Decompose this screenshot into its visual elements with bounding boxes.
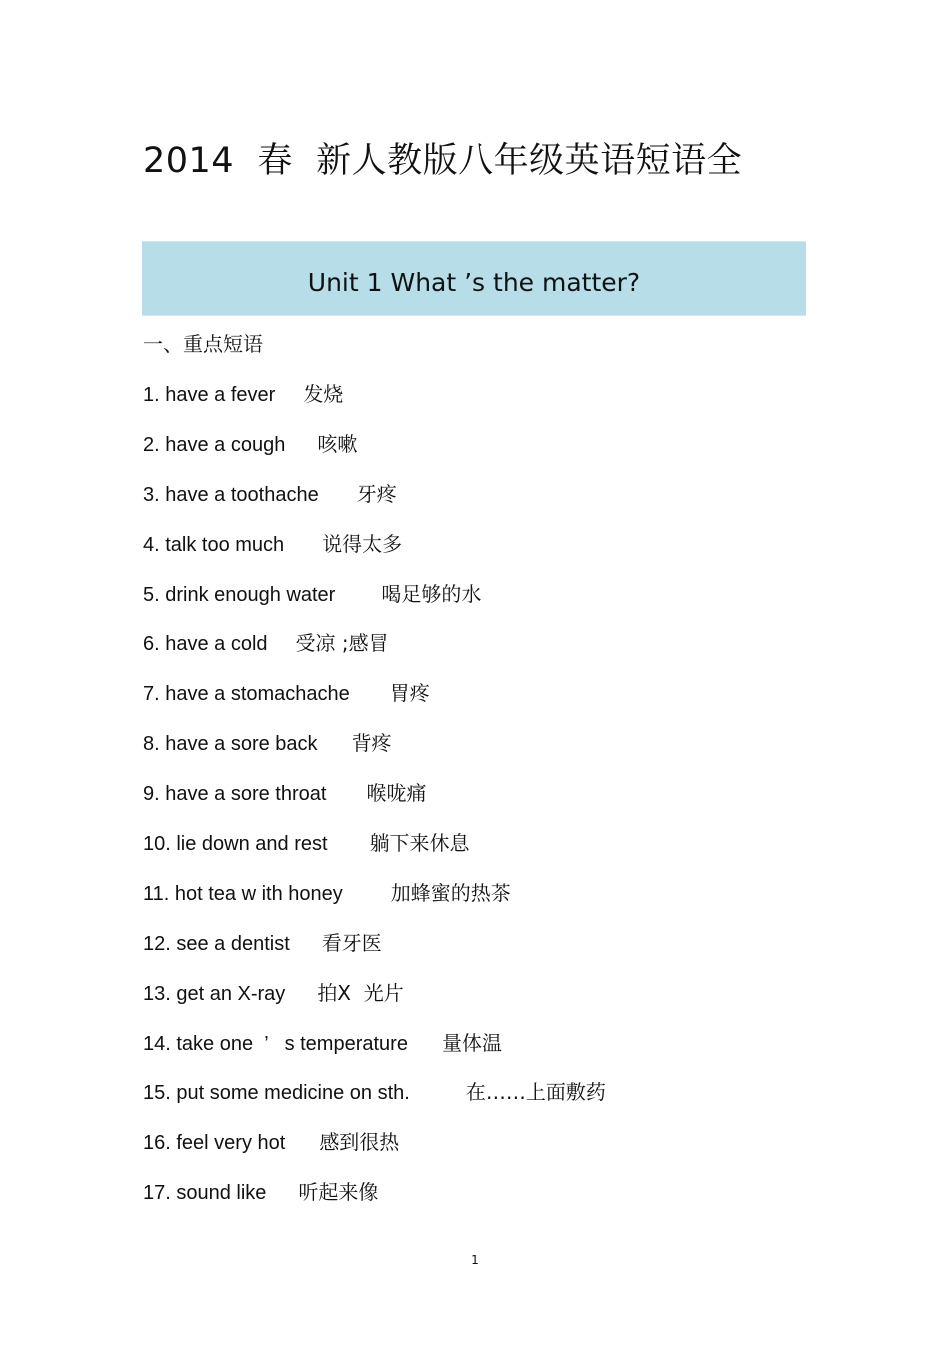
phrase-item	[143, 779, 606, 829]
phrase-chinese: 受凉 ;感冒	[295, 631, 389, 656]
phrase-chinese: 咳嗽	[317, 431, 358, 456]
phrase-item	[143, 530, 606, 580]
phrase-chinese: 听起来像	[298, 1180, 379, 1205]
page-number: 1	[471, 1253, 479, 1267]
phrase-english: 13. get an X-ray	[143, 982, 286, 1005]
phrase-list	[143, 380, 606, 1228]
phrase-english: 2. have a cough	[143, 433, 286, 456]
phrase-english: 4. talk too much	[143, 533, 285, 556]
phrase-item	[143, 879, 606, 929]
phrase-chinese: 喉咙痛	[366, 781, 427, 806]
phrase-english: 12. see a dentist	[143, 932, 290, 955]
phrase-item	[143, 629, 606, 679]
phrase-english: 9. have a sore throat	[143, 783, 327, 806]
document-title: 2014 春 新人教版八年级英语短语全	[143, 141, 743, 181]
phrase-item	[143, 729, 606, 779]
phrase-chinese: 在……上面敷药	[465, 1080, 606, 1105]
phrase-chinese: 说得太多	[322, 531, 403, 556]
phrase-english: 1. have a fever	[143, 384, 276, 406]
phrase-item	[143, 1178, 606, 1228]
phrase-english: 3. have a toothache	[143, 483, 319, 506]
phrase-english: 14. take one ’ s temperature	[143, 1032, 408, 1055]
phrase-chinese: 量体温	[441, 1030, 502, 1055]
phrase-item	[143, 929, 606, 979]
phrase-english: 16. feel very hot	[143, 1132, 286, 1155]
phrase-english: 6. have a cold	[143, 633, 268, 656]
phrase-english: 10. lie down and rest	[143, 833, 328, 856]
phrase-chinese: 加蜂蜜的热茶	[390, 880, 511, 905]
phrase-item	[143, 1078, 606, 1128]
phrase-chinese: 牙疼	[356, 481, 397, 506]
phrase-chinese: 感到很热	[319, 1130, 400, 1155]
phrase-english: 7. have a stomachache	[143, 683, 350, 706]
phrase-item	[143, 380, 606, 430]
phrase-item	[143, 829, 606, 879]
phrase-english: 11. hot tea w ith honey	[143, 882, 343, 905]
phrase-english: 5. drink enough water	[143, 583, 336, 606]
phrase-english: 15. put some medicine on sth.	[143, 1082, 410, 1105]
phrase-item	[143, 1128, 606, 1178]
phrase-item	[143, 1029, 606, 1079]
phrase-chinese: 看牙医	[321, 930, 382, 955]
section-label: 一、重点短语	[143, 332, 263, 356]
phrase-chinese: 胃疼	[389, 681, 430, 706]
unit-heading: Unit 1 What ’s the matter?	[307, 267, 641, 297]
phrase-english: 8. have a sore back	[143, 733, 318, 756]
phrase-item	[143, 979, 606, 1029]
phrase-chinese: 背疼	[351, 731, 392, 756]
phrase-item	[143, 580, 606, 630]
phrase-chinese: 喝足够的水	[381, 581, 482, 606]
phrase-item	[143, 430, 606, 480]
phrase-chinese: 拍X 光片	[317, 980, 404, 1005]
phrase-chinese: 发烧	[303, 382, 344, 406]
unit-banner	[142, 241, 806, 316]
phrase-english: 17. sound like	[143, 1182, 267, 1205]
phrase-chinese: 躺下来休息	[369, 831, 470, 856]
phrase-item	[143, 679, 606, 729]
phrase-item	[143, 480, 606, 530]
